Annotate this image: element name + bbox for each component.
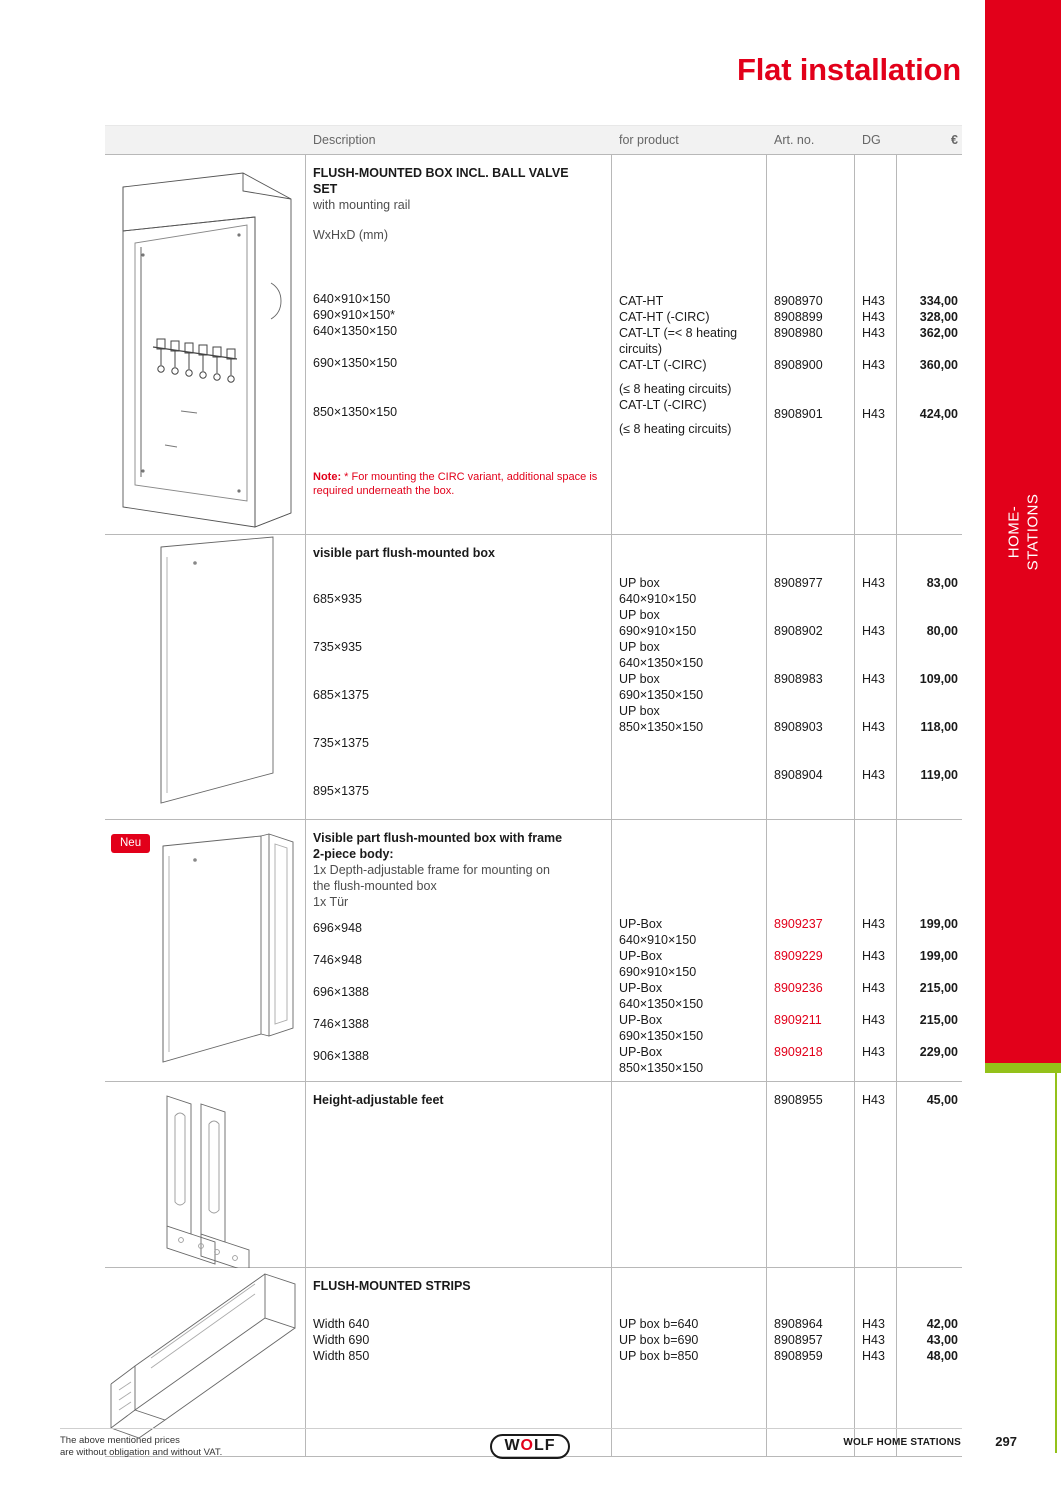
col-header-product: for product bbox=[619, 133, 679, 147]
product-title-line-1: FLUSH-MOUNTED BOX INCL. BALL VALVE bbox=[313, 166, 569, 180]
for-product: UP-Box bbox=[619, 1045, 663, 1059]
product-image-feet bbox=[105, 1082, 305, 1267]
dg-value: H43 bbox=[862, 768, 885, 782]
dg-cell-1 bbox=[854, 155, 896, 534]
variant-desc: 696×948 bbox=[313, 921, 363, 935]
price: 42,00 bbox=[926, 1317, 958, 1331]
dg-value: H43 bbox=[862, 672, 885, 686]
side-tab-label bbox=[985, 0, 1061, 1063]
dg-cell-2 bbox=[854, 535, 896, 819]
variant-desc: 895×1375 bbox=[313, 784, 369, 798]
price: 118,00 bbox=[920, 720, 958, 734]
product-title: FLUSH-MOUNTED STRIPS bbox=[313, 1279, 471, 1293]
variant-desc: 690×1350×150 bbox=[313, 356, 398, 370]
variant-desc: 690×910×150* bbox=[313, 308, 396, 322]
dg-value: H43 bbox=[862, 720, 885, 734]
for-product: UP box bbox=[619, 608, 660, 622]
col-header-description: Description bbox=[313, 133, 376, 147]
product-title-line-2: SET bbox=[313, 182, 338, 196]
article-cell-1 bbox=[766, 155, 854, 534]
article-number: 8908983 bbox=[774, 672, 823, 686]
for-product: UP box b=850 bbox=[619, 1349, 699, 1363]
side-tab-line-2: STATIONS bbox=[1024, 493, 1041, 570]
product-table bbox=[105, 125, 962, 1457]
footer-section-label: WOLF HOME STATIONS bbox=[843, 1437, 961, 1448]
dg-value: H43 bbox=[862, 1093, 885, 1107]
article-number: 8908903 bbox=[774, 720, 823, 734]
dims-label: WxHxD (mm) bbox=[313, 228, 388, 242]
article-number: 8909237 bbox=[774, 917, 823, 931]
description-cell-2 bbox=[305, 535, 611, 819]
price: 362,00 bbox=[919, 326, 958, 340]
for-product: UP-Box bbox=[619, 949, 663, 963]
variant-desc: Width 640 bbox=[313, 1317, 370, 1331]
dg-value: H43 bbox=[862, 310, 885, 324]
dg-value: H43 bbox=[862, 326, 885, 340]
price: 215,00 bbox=[919, 981, 958, 995]
variant-desc: 696×1388 bbox=[313, 985, 369, 999]
for-product: UP box b=690 bbox=[619, 1333, 699, 1347]
description-cell-1 bbox=[305, 155, 611, 534]
for-product-note: 640×910×150 bbox=[619, 592, 697, 606]
logo-text-pre: W bbox=[504, 1437, 521, 1454]
for-product: UP box bbox=[619, 704, 660, 718]
dg-value: H43 bbox=[862, 981, 885, 995]
dg-value: H43 bbox=[862, 1013, 885, 1027]
product-title: Height-adjustable feet bbox=[313, 1093, 444, 1107]
price: 45,00 bbox=[926, 1093, 958, 1107]
footer-disclaimer-line-2: are without obligation and without VAT. bbox=[60, 1447, 223, 1458]
price: 199,00 bbox=[919, 917, 958, 931]
product-image-visible-part bbox=[105, 535, 305, 819]
new-badge: Neu bbox=[111, 834, 150, 853]
page-title-text: Flat installation bbox=[737, 52, 961, 87]
product-image-visible-part-frame bbox=[105, 820, 305, 1081]
article-number: 8908900 bbox=[774, 358, 823, 372]
product-subtitle: with mounting rail bbox=[313, 198, 411, 212]
article-number: 8908904 bbox=[774, 768, 823, 782]
wolf-logo bbox=[470, 1434, 590, 1459]
for-product-note: 690×1350×150 bbox=[619, 688, 704, 702]
article-cell-4 bbox=[766, 1082, 854, 1267]
dg-value: H43 bbox=[862, 1045, 885, 1059]
footnote-label: Note: bbox=[313, 471, 342, 483]
product-cell-1 bbox=[611, 155, 766, 534]
side-tab-home-stations bbox=[985, 0, 1061, 1063]
table-row-flush-mounted-box-ball-valve-set bbox=[105, 155, 962, 535]
for-product-note: 690×910×150 bbox=[619, 965, 697, 979]
for-product: UP-Box bbox=[619, 1013, 663, 1027]
dg-value: H43 bbox=[862, 624, 885, 638]
for-product: CAT-LT (-CIRC) bbox=[619, 358, 707, 372]
dg-value: H43 bbox=[862, 1349, 885, 1363]
variant-desc: 746×1388 bbox=[313, 1017, 369, 1031]
table-row-visible-part-flush-mounted-box bbox=[105, 535, 962, 820]
for-product-note: 640×910×150 bbox=[619, 933, 697, 947]
product-cell-4 bbox=[611, 1082, 766, 1267]
for-product: UP-Box bbox=[619, 917, 663, 931]
footnote-text: * For mounting the CIRC variant, additional space is required underneath the box. bbox=[313, 471, 598, 497]
article-cell-3 bbox=[766, 820, 854, 1081]
for-product: UP box bbox=[619, 640, 660, 654]
dg-cell-3 bbox=[854, 820, 896, 1081]
col-header-article: Art. no. bbox=[774, 133, 815, 147]
side-tab-line-1: HOME- bbox=[1005, 505, 1022, 558]
variant-desc: 850×1350×150 bbox=[313, 405, 398, 419]
footer-disclaimer bbox=[60, 1435, 222, 1459]
article-number: 8909211 bbox=[774, 1013, 822, 1027]
dg-value: H43 bbox=[862, 917, 885, 931]
page-title bbox=[737, 52, 961, 88]
price: 328,00 bbox=[919, 310, 958, 324]
article-number: 8908977 bbox=[774, 576, 823, 590]
price-cell-4 bbox=[896, 1082, 962, 1267]
article-number: 8908970 bbox=[774, 294, 823, 308]
dg-value: H43 bbox=[862, 949, 885, 963]
for-product: UP box bbox=[619, 672, 660, 686]
article-number: 8909229 bbox=[774, 949, 823, 963]
variant-desc: Width 690 bbox=[313, 1333, 370, 1347]
page-number: 297 bbox=[995, 1434, 1017, 1449]
variant-desc: 685×1375 bbox=[313, 688, 369, 702]
price: 119,00 bbox=[920, 768, 958, 782]
price-cell-3 bbox=[896, 820, 962, 1081]
price: 83,00 bbox=[926, 576, 958, 590]
variant-desc: 735×1375 bbox=[313, 736, 369, 750]
col-header-price: € bbox=[951, 133, 958, 147]
logo-text-post: LF bbox=[534, 1437, 556, 1454]
dg-value: H43 bbox=[862, 294, 885, 308]
for-product-note: 690×1350×150 bbox=[619, 1029, 704, 1043]
product-title: visible part flush-mounted box bbox=[313, 546, 495, 560]
for-product-note: (≤ 8 heating circuits) bbox=[619, 382, 732, 396]
price: 215,00 bbox=[919, 1013, 958, 1027]
price: 109,00 bbox=[919, 672, 958, 686]
article-number: 8909236 bbox=[774, 981, 823, 995]
price: 80,00 bbox=[926, 624, 958, 638]
footnote bbox=[313, 470, 601, 498]
table-row-visible-part-with-frame bbox=[105, 820, 962, 1082]
description-cell-3 bbox=[305, 820, 611, 1081]
for-product-note: 640×1350×150 bbox=[619, 997, 704, 1011]
price: 199,00 bbox=[919, 949, 958, 963]
for-product: UP box bbox=[619, 576, 660, 590]
article-number: 8908955 bbox=[774, 1093, 823, 1107]
for-product-note: 690×910×150 bbox=[619, 624, 697, 638]
article-number: 8908901 bbox=[774, 407, 823, 421]
for-product: CAT-HT (-CIRC) bbox=[619, 310, 710, 324]
price: 334,00 bbox=[919, 294, 958, 308]
dg-value: H43 bbox=[862, 576, 885, 590]
side-green-rule bbox=[1055, 1073, 1057, 1453]
price: 229,00 bbox=[919, 1045, 958, 1059]
product-cell-3 bbox=[611, 820, 766, 1081]
product-desc-line-3: 1x Tür bbox=[313, 895, 349, 909]
col-header-dg: DG bbox=[862, 133, 881, 147]
table-row-height-adjustable-feet bbox=[105, 1082, 962, 1268]
variant-desc: 735×935 bbox=[313, 640, 363, 654]
article-number: 8908959 bbox=[774, 1349, 823, 1363]
for-product-note: 640×1350×150 bbox=[619, 656, 704, 670]
dg-value: H43 bbox=[862, 358, 885, 372]
for-product: UP-Box bbox=[619, 981, 663, 995]
for-product: CAT-HT bbox=[619, 294, 664, 308]
variant-desc: 640×1350×150 bbox=[313, 324, 398, 338]
side-tab-green-marker bbox=[985, 1063, 1061, 1073]
dg-cell-4 bbox=[854, 1082, 896, 1267]
article-number: 8908964 bbox=[774, 1317, 823, 1331]
article-cell-2 bbox=[766, 535, 854, 819]
price-cell-1 bbox=[896, 155, 962, 534]
product-image-flush-mounted-box bbox=[105, 155, 305, 534]
price: 424,00 bbox=[919, 407, 958, 421]
price: 360,00 bbox=[919, 358, 958, 372]
dg-value: H43 bbox=[862, 1333, 885, 1347]
footer-divider bbox=[60, 1428, 962, 1429]
article-number: 8909218 bbox=[774, 1045, 823, 1059]
product-desc-line-2: the flush-mounted box bbox=[313, 879, 437, 893]
price: 48,00 bbox=[926, 1349, 958, 1363]
product-desc-line-1: 1x Depth-adjustable frame for mounting on bbox=[313, 863, 550, 877]
dg-value: H43 bbox=[862, 407, 885, 421]
variant-desc: Width 850 bbox=[313, 1349, 370, 1363]
price-cell-2 bbox=[896, 535, 962, 819]
for-product-note: 850×1350×150 bbox=[619, 1061, 704, 1075]
logo-text-o: O bbox=[520, 1437, 534, 1454]
footer-disclaimer-line-1: The above mentioned prices bbox=[60, 1435, 180, 1446]
table-header-row bbox=[105, 125, 962, 155]
article-number: 8908899 bbox=[774, 310, 823, 324]
for-product: CAT-LT (=< 8 heating circuits) bbox=[619, 326, 738, 356]
description-cell-4 bbox=[305, 1082, 611, 1267]
for-product-note: 850×1350×150 bbox=[619, 720, 704, 734]
article-number: 8908902 bbox=[774, 624, 823, 638]
product-title-line-2: 2-piece body: bbox=[313, 847, 394, 861]
price: 43,00 bbox=[926, 1333, 958, 1347]
for-product: CAT-LT (-CIRC) bbox=[619, 398, 707, 412]
for-product: UP box b=640 bbox=[619, 1317, 699, 1331]
product-cell-2 bbox=[611, 535, 766, 819]
variant-desc: 685×935 bbox=[313, 592, 363, 606]
article-number: 8908980 bbox=[774, 326, 823, 340]
for-product-note: (≤ 8 heating circuits) bbox=[619, 422, 732, 436]
dg-value: H43 bbox=[862, 1317, 885, 1331]
product-title-line-1: Visible part flush-mounted box with frame bbox=[313, 831, 563, 845]
variant-desc: 746×948 bbox=[313, 953, 363, 967]
article-number: 8908957 bbox=[774, 1333, 823, 1347]
variant-desc: 906×1388 bbox=[313, 1049, 369, 1063]
variant-desc: 640×910×150 bbox=[313, 292, 391, 306]
